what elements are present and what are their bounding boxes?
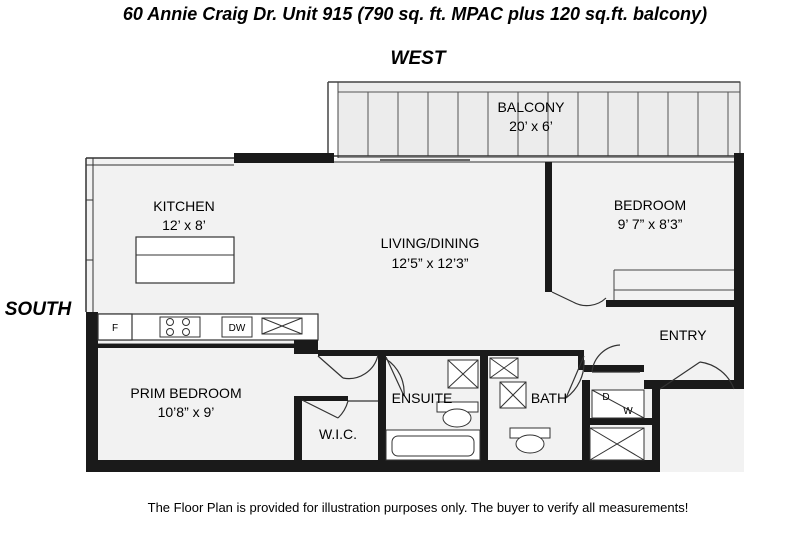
- bedroom-size: 9’ 7” x 8’3”: [617, 216, 683, 232]
- balcony-label: BALCONY: [497, 99, 565, 115]
- dryer-label: D: [602, 392, 610, 403]
- washer-label: W: [623, 406, 633, 417]
- disclaimer-text: The Floor Plan is provided for illustration purposes only. The buyer to verify all measurements!: [147, 500, 689, 515]
- fridge-label: F: [111, 323, 119, 334]
- prim-bedroom-size: 10’8” x 9’: [157, 404, 215, 420]
- bedroom-label: BEDROOM: [613, 197, 687, 213]
- compass-south-label: SOUTH: [4, 299, 72, 320]
- plan-title: 60 Annie Craig Dr. Unit 915 (790 sq. ft. MPAC plus 120 sq.ft. balcony): [122, 4, 708, 24]
- balcony-size: 20’ x 6’: [509, 118, 553, 134]
- compass-west-label: WEST: [390, 48, 446, 69]
- ensuite-label: ENSUITE: [391, 390, 453, 406]
- kitchen-size: 12’ x 8’: [162, 217, 206, 233]
- prim-bedroom-label: PRIM BEDROOM: [130, 385, 242, 401]
- living-dining-label: LIVING/DINING: [380, 235, 480, 251]
- bath-label: BATH: [530, 390, 568, 406]
- kitchen-label: KITCHEN: [153, 198, 215, 214]
- kitchen-island: [136, 237, 234, 283]
- dishwasher-label: DW: [228, 323, 246, 334]
- entry-label: ENTRY: [659, 327, 707, 343]
- wic-label: W.I.C.: [318, 426, 358, 442]
- living-dining-size: 12’5” x 12’3”: [391, 255, 469, 271]
